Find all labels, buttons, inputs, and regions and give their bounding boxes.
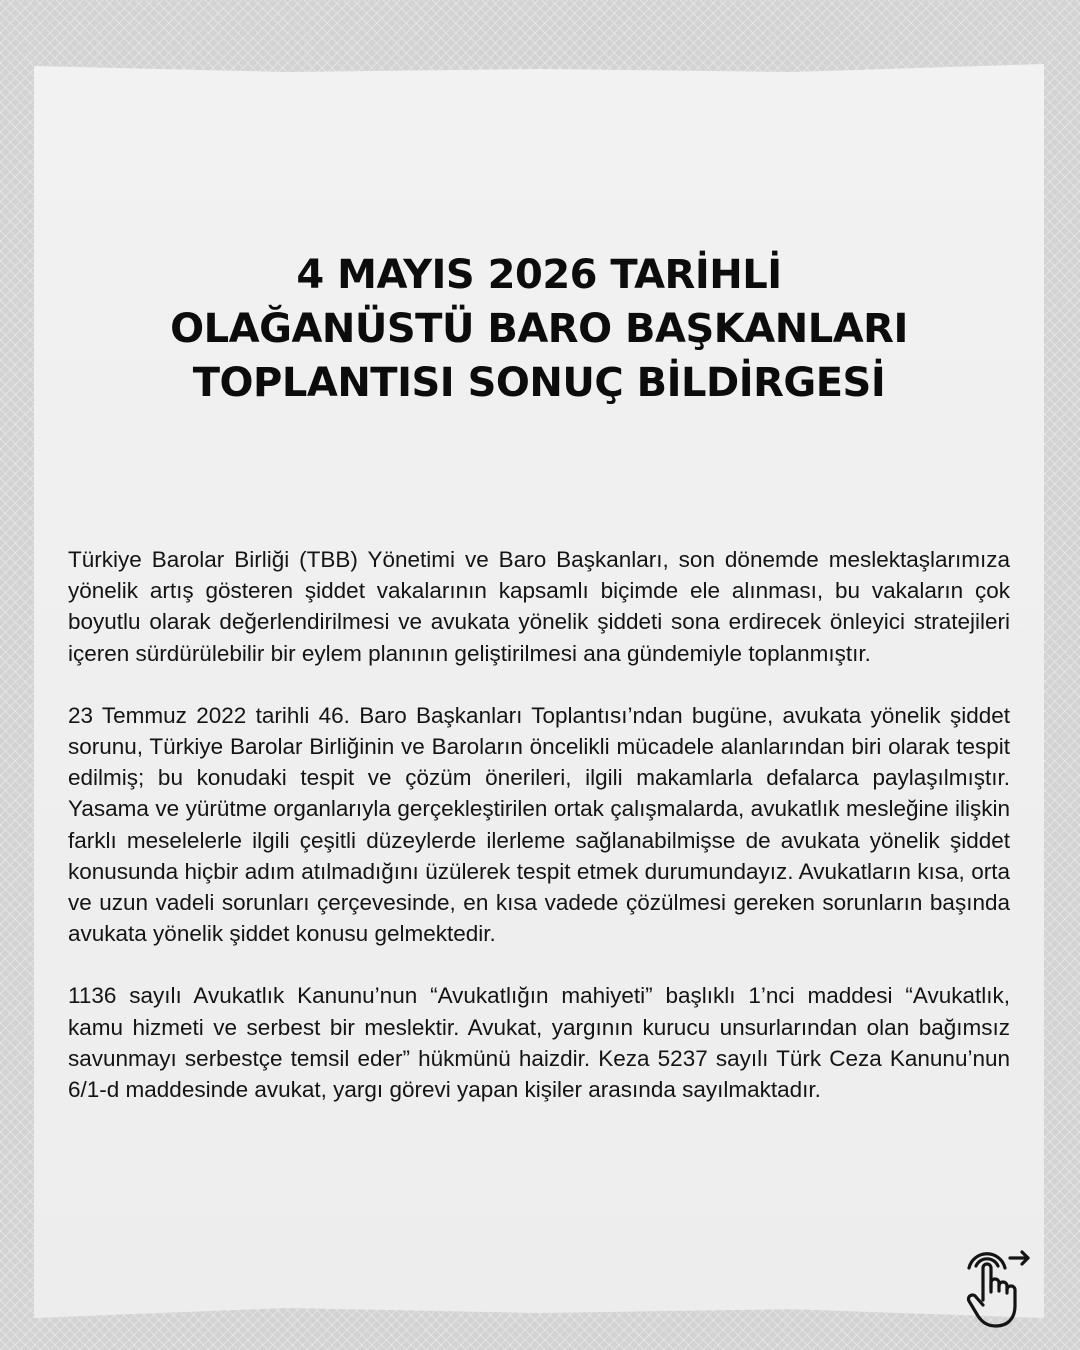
document-title	[34, 248, 1044, 410]
document-body	[68, 544, 1010, 1136]
swipe-hand-icon[interactable]	[962, 1240, 1044, 1334]
title-line-2: OLAĞANÜSTÜ BARO BAŞKANLARI	[170, 306, 908, 352]
title-line-3: TOPLANTISI SONUÇ BİLDİRGESİ	[192, 360, 886, 406]
title-line-1: 4 MAYIS 2026 TARİHLİ	[296, 252, 782, 298]
paragraph-3: 1136 sayılı Avukatlık Kanunu’nun “Avukatlığın mahiyeti” başlıklı 1’nci maddesi “Avukatlık, kamu hizmeti ve serbest bir meslektir. Avukat, yargının kurucu unsurlarından olan bağımsız savunmayı serbestçe temsil eder” hükmünü haizdir. Keza 5237 sayılı Türk Ceza Kanunu’nun 6/1-d maddesinde avukat, yargı görevi yapan kişiler arasında sayılmaktadır.	[68, 983, 1010, 1103]
paragraph-1: Türkiye Barolar Birliği (TBB) Yönetimi ve Baro Başkanları, son dönemde meslektaşlarımıza yönelik artış gösteren şiddet vakalarının kapsamlı biçimde ele alınması, bu vakaların çok boyutlu olarak değerlendirilmesi ve avukata yönelik şiddeti sona erdirecek önleyici stratejileri içeren sürdürülebilir bir eylem planının geliştirilmesi ana gündemiyle toplanmıştır.	[68, 547, 1010, 666]
paragraph-2: 23 Temmuz 2022 tarihli 46. Baro Başkanları Toplantısı’ndan bugüne, avukata yönelik şiddet sorunu, Türkiye Barolar Birliğinin ve Baroların öncelikli mücadele alanlarından biri olarak tespit edilmiş; bu konudaki tespit ve çözüm önerileri, ilgili makamlarla defalarca paylaşılmıştır. Yasama ve yürütme organlarıyla gerçekleştirilen ortak çalışmalarda, avukatlık mesleğine ilişkin farklı meselelerle ilgili çeşitli düzeylerde ilerleme sağlanabilmişse de avukata yönelik şiddet konusunda hiçbir adım atılmadığını üzülerek tespit etmek durumundayız. Avukatların kısa, orta ve uzun vadeli sorunları çerçevesinde, en kısa vadede çözülmesi gereken sorunların başında avukata yönelik şiddet konusu gelmektedir.	[68, 702, 1010, 947]
